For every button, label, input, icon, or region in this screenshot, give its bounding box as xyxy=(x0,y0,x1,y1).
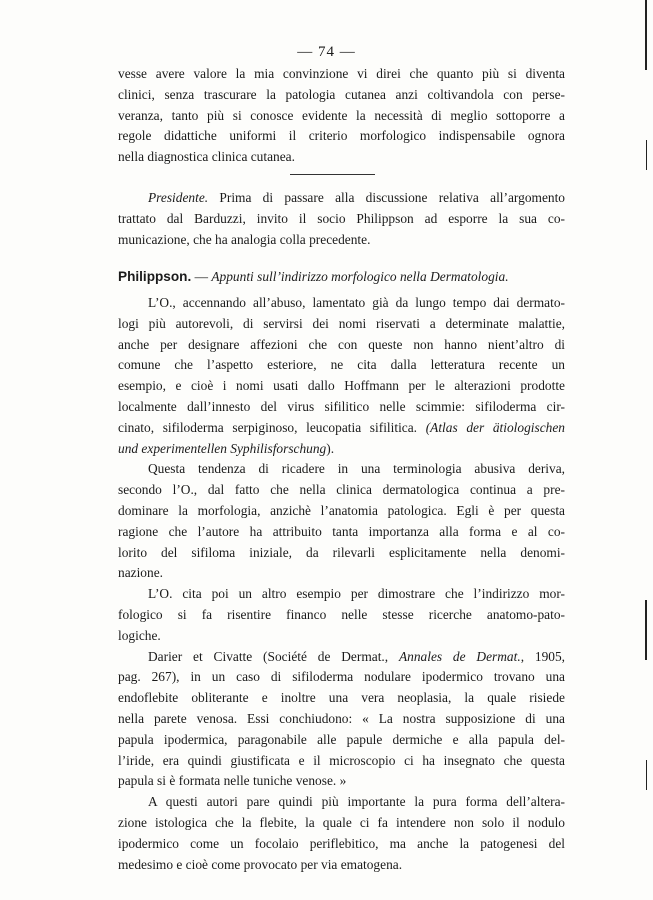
book-title: und experimentellen Syphilisforschung xyxy=(118,440,327,456)
body-line xyxy=(118,439,565,460)
body-line: nella parete venosa. Essi conchiudono: « La nostra supposizione di una xyxy=(118,710,565,726)
communication-heading xyxy=(118,267,565,287)
body-line-text: cinato, sifiloderma serpiginoso, leucopatia sifilitica. xyxy=(118,419,426,435)
body-line: ipodermico come un focolaio periflebitico, ma anche la patogenesi del xyxy=(118,835,565,851)
body-line: dominare la morfologia, anzichè l’anatomia patologica. Egli è per questa xyxy=(118,502,565,518)
body-line: medesimo e cioè come provocato per via ematogena. xyxy=(118,856,403,872)
president-paragraph xyxy=(118,188,565,250)
body-line: logiche. xyxy=(118,627,161,643)
body-line: l’iride, era quindi giustificata e il microscopio ci ha insegnato che questa xyxy=(118,752,565,768)
section-separator xyxy=(290,174,375,175)
page-number: — 74 — xyxy=(297,44,356,60)
body-line: fologico si fa risentire financo nelle stesse ricerche anatomo-pato- xyxy=(118,606,565,622)
body-line-text: , 1905, xyxy=(520,648,566,664)
body-line: Questa tendenza di ricadere in una terminologia abusiva deriva, xyxy=(148,461,565,477)
body-line: zione istologica che la flebite, la quale ci fa intendere non solo il nodulo xyxy=(118,814,565,830)
body-line: endoflebite obliterante e inoltre una vera neoplasia, la quale risiede xyxy=(118,690,565,706)
body-line: localmente dall’innesto del virus sifilitico nelle scimmie: sifiloderma cir- xyxy=(118,398,565,414)
president-speaker: Presidente. xyxy=(148,190,209,205)
intro-line: regole didattiche uniformi il criterio morfologico indispensabile ognora xyxy=(118,128,565,144)
body-line: nazione. xyxy=(118,565,163,581)
communication-speaker: Philippson. xyxy=(118,269,192,284)
body-line: papula si è formata nelle tuniche venose. » xyxy=(118,773,347,789)
body-line: secondo l’O., dal fatto che nella clinica dermatologica continua a pre- xyxy=(118,482,565,498)
body-line: A questi autori pare quindi più importante la pura forma dell’altera- xyxy=(148,794,565,810)
body-line: ragione che l’autore ha attribuito tanta importanza alla forma e al co- xyxy=(118,523,565,539)
body-line: logi più autorevoli, di servirsi dei nomi riservati a determinate malattie, xyxy=(118,315,565,331)
body-line: L’O. cita poi un altro esempio per dimostrare che l’indirizzo mor- xyxy=(148,586,565,602)
book-title: (Atlas der ätiologischen xyxy=(425,419,565,435)
heading-dash: — xyxy=(191,269,212,284)
scan-edge-mark xyxy=(646,760,647,790)
intro-line: vesse avere valore la mia convinzione vi direi che quanto più si diventa xyxy=(118,66,565,81)
body-line: anche per designare affezioni che con queste non hanno nient’altro di xyxy=(118,336,565,352)
body-line-text: ). xyxy=(326,440,335,456)
intro-line: veranza, tanto più si conosce evidente la necessità di meglio sottoporre a xyxy=(118,107,565,123)
body-line: L’O., accennando all’abuso, lamentato già da lungo tempo dai dermato- xyxy=(148,295,565,310)
president-line: trattato dal Barduzzi, invito il socio Philippson ad esporre la sua co- xyxy=(118,210,565,226)
president-line: municazione, che ha analogia colla precedente. xyxy=(118,231,371,247)
journal-title: Annales de Dermat. xyxy=(398,648,521,664)
body-text xyxy=(118,293,565,875)
communication-title: Appunti sull’indirizzo morfologico nella Dermatologia. xyxy=(211,269,509,284)
scan-edge-mark xyxy=(645,0,647,70)
body-line-text: Darier et Civatte (Société de Dermat., xyxy=(148,648,399,664)
body-line: papula ipodermica, paragonabile alle papule dermiche e alla papula del- xyxy=(118,731,565,747)
president-line xyxy=(118,188,565,209)
scan-edge-mark xyxy=(646,140,647,170)
intro-paragraph xyxy=(118,64,565,168)
body-line xyxy=(118,418,565,439)
body-line: comune che l’aspetto esteriore, ne cita dalla letteratura recente un xyxy=(118,357,565,373)
scan-edge-mark xyxy=(645,600,647,660)
body-line: pag. 267), in un caso di sifiloderma nodulare ipodermico trovano una xyxy=(118,669,565,685)
president-text: Prima di passare alla discussione relativa all’argomento xyxy=(208,190,565,205)
body-line: esempio, e cioè i nomi usati dallo Hoffmann per le alterazioni prodotte xyxy=(118,378,565,394)
body-line xyxy=(118,647,565,668)
intro-line: nella diagnostica clinica cutanea. xyxy=(118,149,295,165)
body-line: lorito del sifiloma iniziale, da rilevarli esplicitamente nella denomi- xyxy=(118,544,565,560)
intro-line: clinici, senza trascurare la patologia cutanea anzi coltivandola con perse- xyxy=(118,86,565,102)
